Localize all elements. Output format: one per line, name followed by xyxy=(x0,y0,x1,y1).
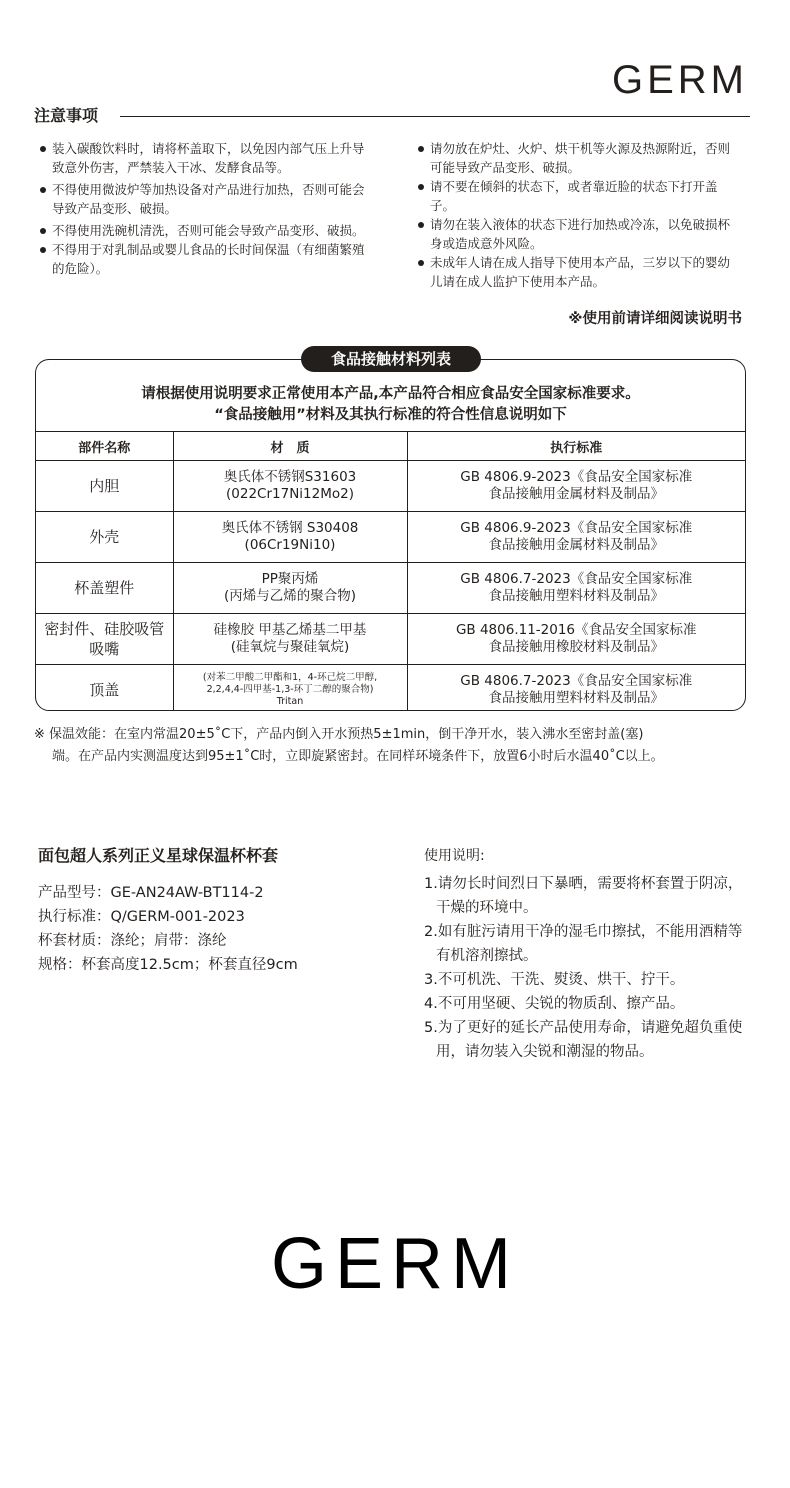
standard-line: 食品接触用塑料材料及制品》 xyxy=(488,588,664,604)
standard-cell xyxy=(407,512,745,563)
part-cell: 杯盖塑件 xyxy=(36,563,173,614)
materials-intro xyxy=(36,384,745,426)
usage-item: 1.请勿长时间烈日下暴晒，需要将杯套置于阴凉，干燥的环境中。 xyxy=(424,876,743,916)
table-row xyxy=(36,563,745,614)
material-line: 奥氏体不锈钢S31603 xyxy=(223,469,357,485)
material-cell xyxy=(173,614,407,665)
table-row xyxy=(36,614,745,665)
notice-title: 注意事项 xyxy=(34,106,99,125)
material-line: (对苯二甲酸二甲酯和1，4-环己烷二甲醇, xyxy=(202,672,378,683)
standard-line: 食品接触用橡胶材料及制品》 xyxy=(488,639,664,655)
materials-table xyxy=(36,431,745,711)
material-line: 2,2,4,4-四甲基-1,3-环丁二醇的聚合物) xyxy=(206,684,374,695)
notice-divider xyxy=(120,116,750,117)
notice-item: 装入碳酸饮料时，请将杯盖取下，以免因内部气压上升导致意外伤害，严禁装入干冰、发酵食品等。 xyxy=(40,139,370,177)
standard-line: GB 4806.11-2016《食品安全国家标准 xyxy=(455,622,697,638)
standard-cell xyxy=(407,665,745,712)
product-standard: 执行标准：Q/GERM-001-2023 xyxy=(38,909,245,925)
notice-item: 不得使用微波炉等加热设备对产品进行加热，否则可能会导致产品变形、破损。 xyxy=(40,180,370,218)
footnote-line2: 端。在产品内实测温度达到95±1˚C时，立即旋紧密封。在同样环境条件下，放置6小时后水温40˚C以上。 xyxy=(52,749,664,764)
notice-item: 请不要在倾斜的状态下，或者靠近脸的状态下打开盖子。 xyxy=(418,177,738,215)
read-manual-note: ※使用前请详细阅读说明书 xyxy=(568,311,742,327)
table-row xyxy=(36,665,745,712)
material-line: (丙烯与乙烯的聚合物) xyxy=(223,588,357,604)
notice-item: 不得用于对乳制品或婴儿食品的长时间保温（有细菌繁殖的危险）。 xyxy=(40,240,370,278)
product-material: 杯套材质：涤纶；肩带：涤纶 xyxy=(38,933,227,949)
notice-left-column xyxy=(40,139,370,278)
material-line: (06Cr19Ni10) xyxy=(244,537,336,553)
notice-item: 请勿在装入液体的状态下进行加热或冷冻，以免破损杯身或造成意外风险。 xyxy=(418,215,738,253)
header-standard: 执行标准 xyxy=(407,432,745,461)
usage-item: 3.不可机洗、干洗、熨烫、烘干、拧干。 xyxy=(424,972,685,988)
materials-intro-line1: 请根据使用说明要求正常使用本产品,本产品符合相应食品安全国家标准要求。 xyxy=(141,386,640,402)
standard-cell xyxy=(407,563,745,614)
standard-line: GB 4806.9-2023《食品安全国家标准 xyxy=(460,469,693,485)
standard-line: GB 4806.7-2023《食品安全国家标准 xyxy=(460,673,693,689)
material-line: 硅橡胶 甲基乙烯基二甲基 xyxy=(213,622,367,638)
product-size: 规格：杯套高度12.5cm；杯套直径9cm xyxy=(38,957,298,973)
header-material: 材 质 xyxy=(173,432,407,461)
insulation-footnote xyxy=(34,724,754,768)
table-row xyxy=(36,461,745,512)
material-cell xyxy=(173,665,407,712)
standard-line: 食品接触用金属材料及制品》 xyxy=(488,486,664,502)
header-part: 部件名称 xyxy=(36,432,173,461)
product-model: 产品型号：GE-AN24AW-BT114-2 xyxy=(38,885,264,901)
material-cell xyxy=(173,563,407,614)
materials-intro-line2: “食品接触用”材料及其执行标准的符合性信息说明如下 xyxy=(214,407,567,423)
part-cell: 密封件、硅胶吸管吸嘴 xyxy=(36,614,173,665)
material-line: (硅氧烷与聚硅氧烷) xyxy=(230,639,350,655)
brand-logo-top: GERM xyxy=(612,58,748,102)
footnote-line1: ※ 保温效能：在室内常温20±5˚C下，产品内倒入开水预热5±1min，倒干净开水，装入沸水至密封盖(塞) xyxy=(34,727,644,742)
standard-line: GB 4806.7-2023《食品安全国家标准 xyxy=(460,571,693,587)
material-line: PP聚丙烯 xyxy=(261,571,319,587)
standard-cell xyxy=(407,461,745,512)
standard-line: 食品接触用塑料材料及制品》 xyxy=(488,690,664,706)
notice-item: 不得使用洗碗机清洗，否则可能会导致产品变形、破损。 xyxy=(40,221,370,240)
part-cell: 顶盖 xyxy=(36,665,173,712)
material-cell xyxy=(173,461,407,512)
standard-line: 食品接触用金属材料及制品》 xyxy=(488,537,664,553)
usage-item: 5.为了更好的延长产品使用寿命，请避免超负重使用，请勿装入尖锐和潮湿的物品。 xyxy=(424,1020,743,1060)
part-cell: 外壳 xyxy=(36,512,173,563)
notice-right-column xyxy=(418,139,738,291)
material-line: Tritan xyxy=(276,696,304,707)
materials-table-box xyxy=(35,359,746,711)
table-header-row xyxy=(36,432,745,461)
material-line: 奥氏体不锈钢 S30408 xyxy=(221,520,359,536)
product-info xyxy=(38,845,398,977)
material-line: (022Cr17Ni12Mo2) xyxy=(226,486,354,502)
brand-logo-bottom: GERM xyxy=(271,1224,519,1304)
notice-item: 未成年人请在成人指导下使用本产品，三岁以下的婴幼儿请在成人监护下使用本产品。 xyxy=(418,253,738,291)
material-cell xyxy=(173,512,407,563)
usage-item: 2.如有脏污请用干净的湿毛巾擦拭，不能用酒精等有机溶剂擦拭。 xyxy=(424,924,743,964)
product-name: 面包超人系列正义星球保温杯杯套 xyxy=(38,846,279,865)
table-row xyxy=(36,512,745,563)
standard-cell xyxy=(407,614,745,665)
part-cell: 内胆 xyxy=(36,461,173,512)
usage-title: 使用说明: xyxy=(424,848,485,864)
usage-instructions xyxy=(424,846,744,1064)
notice-item: 请勿放在炉灶、火炉、烘干机等火源及热源附近，否则可能导致产品变形、破损。 xyxy=(418,139,738,177)
materials-table-tag: 食品接触材料列表 xyxy=(301,346,481,372)
standard-line: GB 4806.9-2023《食品安全国家标准 xyxy=(460,520,693,536)
usage-item: 4.不可用坚硬、尖锐的物质刮、擦产品。 xyxy=(424,996,685,1012)
